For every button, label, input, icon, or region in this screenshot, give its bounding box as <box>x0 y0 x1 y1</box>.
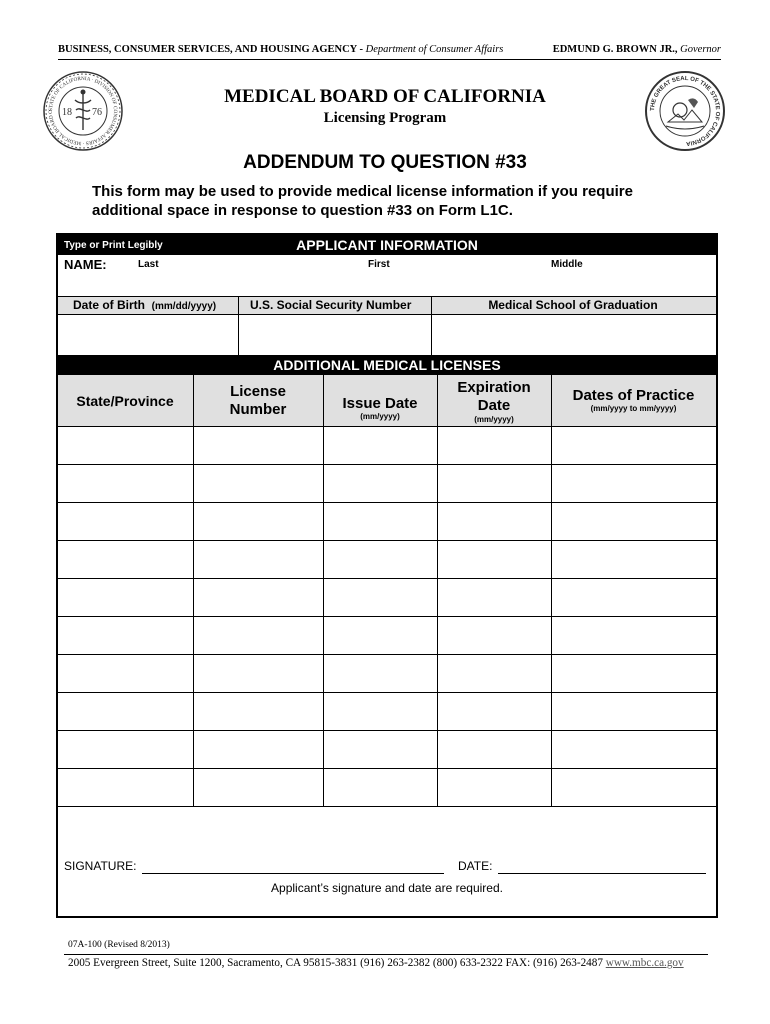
date-label: DATE: <box>458 859 493 873</box>
dob-input[interactable] <box>59 315 237 355</box>
expiration-date-cell[interactable] <box>437 579 551 616</box>
form-instructions <box>92 182 633 220</box>
table-row <box>58 427 716 465</box>
school-input[interactable] <box>432 315 716 355</box>
dates-of-practice-cell[interactable] <box>551 769 716 806</box>
expiration-date-cell[interactable] <box>437 541 551 578</box>
seal-year-left: 18 <box>62 107 72 118</box>
issue-date-cell[interactable] <box>323 427 437 464</box>
governor-name: EDMUND G. BROWN JR., <box>552 44 678 55</box>
table-row <box>58 617 716 655</box>
license-number-cell[interactable] <box>193 731 323 768</box>
dates-of-practice-cell[interactable] <box>551 465 716 502</box>
expiration-date-cell[interactable] <box>437 503 551 540</box>
expiration-date-cell[interactable] <box>437 617 551 654</box>
divider <box>437 375 438 426</box>
header-rule <box>58 59 721 60</box>
dates-of-practice-cell[interactable] <box>551 655 716 692</box>
table-row <box>58 465 716 503</box>
licenses-bar <box>58 355 716 375</box>
form-frame <box>56 233 718 918</box>
ssn-input[interactable] <box>239 315 430 355</box>
svg-text:STATE OF CALIFORNIA · DIVISION: STATE OF CALIFORNIA · DIVISION OF CONSUMER AFFAIRS · MEDICAL BOARD O <box>47 75 119 147</box>
table-row <box>58 503 716 541</box>
col-state-province: State/Province <box>76 393 174 409</box>
school-label: Medical School of Graduation <box>488 298 658 312</box>
license-number-cell[interactable] <box>193 541 323 578</box>
name-label: NAME: <box>64 257 107 272</box>
issue-date-cell[interactable] <box>323 541 437 578</box>
applicant-section-heading: APPLICANT INFORMATION <box>296 237 478 253</box>
expiration-date-cell[interactable] <box>437 465 551 502</box>
medical-board-seal <box>42 70 124 152</box>
name-field-row[interactable] <box>58 255 716 296</box>
table-row <box>58 731 716 769</box>
issue-date-cell[interactable] <box>323 731 437 768</box>
first-name-label: First <box>368 259 390 270</box>
state-province-cell[interactable] <box>58 427 193 464</box>
dates-of-practice-cell[interactable] <box>551 541 716 578</box>
last-name-label: Last <box>138 259 159 270</box>
agency-name: BUSINESS, CONSUMER SERVICES, AND HOUSING AGENCY - <box>58 44 363 55</box>
governor-line <box>553 44 721 55</box>
state-province-cell[interactable] <box>58 731 193 768</box>
issue-date-cell[interactable] <box>323 655 437 692</box>
state-province-cell[interactable] <box>58 655 193 692</box>
col-issue-date: Issue Date (mm/yyyy) <box>342 395 418 421</box>
table-row <box>58 693 716 731</box>
issue-date-cell[interactable] <box>323 617 437 654</box>
divider <box>551 375 552 426</box>
table-row <box>58 579 716 617</box>
footer-rule <box>64 954 708 955</box>
website-link[interactable]: www.mbc.ca.gov <box>605 957 684 969</box>
signature-line[interactable] <box>142 873 444 874</box>
footer-address-line <box>68 957 684 969</box>
agency-header <box>58 44 721 55</box>
table-row <box>58 769 716 807</box>
dates-of-practice-cell[interactable] <box>551 427 716 464</box>
license-number-cell[interactable] <box>193 769 323 806</box>
board-title: MEDICAL BOARD OF CALIFORNIA <box>224 86 546 107</box>
program-subtitle: Licensing Program <box>323 110 447 126</box>
state-province-cell[interactable] <box>58 769 193 806</box>
personal-details-header <box>58 297 716 314</box>
signature-label: SIGNATURE: <box>64 859 137 873</box>
license-number-cell[interactable] <box>193 579 323 616</box>
department-name: Department of Consumer Affairs <box>365 44 504 55</box>
issue-date-cell[interactable] <box>323 769 437 806</box>
state-province-cell[interactable] <box>58 617 193 654</box>
license-number-cell[interactable] <box>193 617 323 654</box>
issue-date-cell[interactable] <box>323 693 437 730</box>
dates-of-practice-cell[interactable] <box>551 579 716 616</box>
date-line[interactable] <box>498 873 706 874</box>
divider <box>323 375 324 426</box>
table-row <box>58 655 716 693</box>
expiration-date-cell[interactable] <box>437 655 551 692</box>
instructions-line-2: additional space in response to question #33 on Form L1C. <box>92 202 513 219</box>
license-number-cell[interactable] <box>193 427 323 464</box>
ssn-label: U.S. Social Security Number <box>250 298 412 312</box>
expiration-date-cell[interactable] <box>437 427 551 464</box>
table-row <box>58 541 716 579</box>
state-province-cell[interactable] <box>58 503 193 540</box>
divider <box>193 375 194 426</box>
state-province-cell[interactable] <box>58 579 193 616</box>
dates-of-practice-cell[interactable] <box>551 731 716 768</box>
issue-date-cell[interactable] <box>323 465 437 502</box>
expiration-date-cell[interactable] <box>437 693 551 730</box>
licenses-section-heading: ADDITIONAL MEDICAL LICENSES <box>273 357 501 373</box>
license-number-cell[interactable] <box>193 503 323 540</box>
license-number-cell[interactable] <box>193 693 323 730</box>
dates-of-practice-cell[interactable] <box>551 693 716 730</box>
svg-text:THE GREAT SEAL OF THE STATE OF: THE GREAT SEAL OF THE STATE OF CALIFORNIA <box>649 75 721 147</box>
form-id: 07A-100 (Revised 8/2013) <box>68 940 170 950</box>
issue-date-cell[interactable] <box>323 579 437 616</box>
footer-address: 2005 Evergreen Street, Suite 1200, Sacramento, CA 95815-3831 (916) 263-2382 (800) 633-2322 FAX: (916) 263-2487 <box>68 957 603 969</box>
col-expiration-date: Expiration Date (mm/yyyy) <box>457 379 531 424</box>
state-province-cell[interactable] <box>58 541 193 578</box>
instructions-line-1: This form may be used to provide medical license information if you require <box>92 183 633 200</box>
applicant-info-bar <box>58 235 716 255</box>
license-table-header <box>58 375 716 426</box>
governor-title: Governor <box>680 44 721 55</box>
expiration-date-cell[interactable] <box>437 731 551 768</box>
type-or-print-note: Type or Print Legibly <box>64 240 163 251</box>
seal-year-right: 76 <box>92 107 102 118</box>
state-province-cell[interactable] <box>58 693 193 730</box>
california-state-seal <box>644 70 726 152</box>
dob-label: Date of Birth (mm/dd/yyyy) <box>73 298 217 312</box>
expiration-date-cell[interactable] <box>437 769 551 806</box>
dates-of-practice-cell[interactable] <box>551 503 716 540</box>
license-number-cell[interactable] <box>193 655 323 692</box>
issue-date-cell[interactable] <box>323 503 437 540</box>
col-dates-of-practice: Dates of Practice (mm/yyyy to mm/yyyy) <box>572 387 695 413</box>
middle-name-label: Middle <box>551 259 583 270</box>
signature-note: Applicant’s signature and date are required. <box>271 881 503 895</box>
dates-of-practice-cell[interactable] <box>551 617 716 654</box>
form-title: ADDENDUM TO QUESTION #33 <box>243 152 527 173</box>
col-license-number: License Number <box>229 383 287 418</box>
state-province-cell[interactable] <box>58 465 193 502</box>
license-number-cell[interactable] <box>193 465 323 502</box>
